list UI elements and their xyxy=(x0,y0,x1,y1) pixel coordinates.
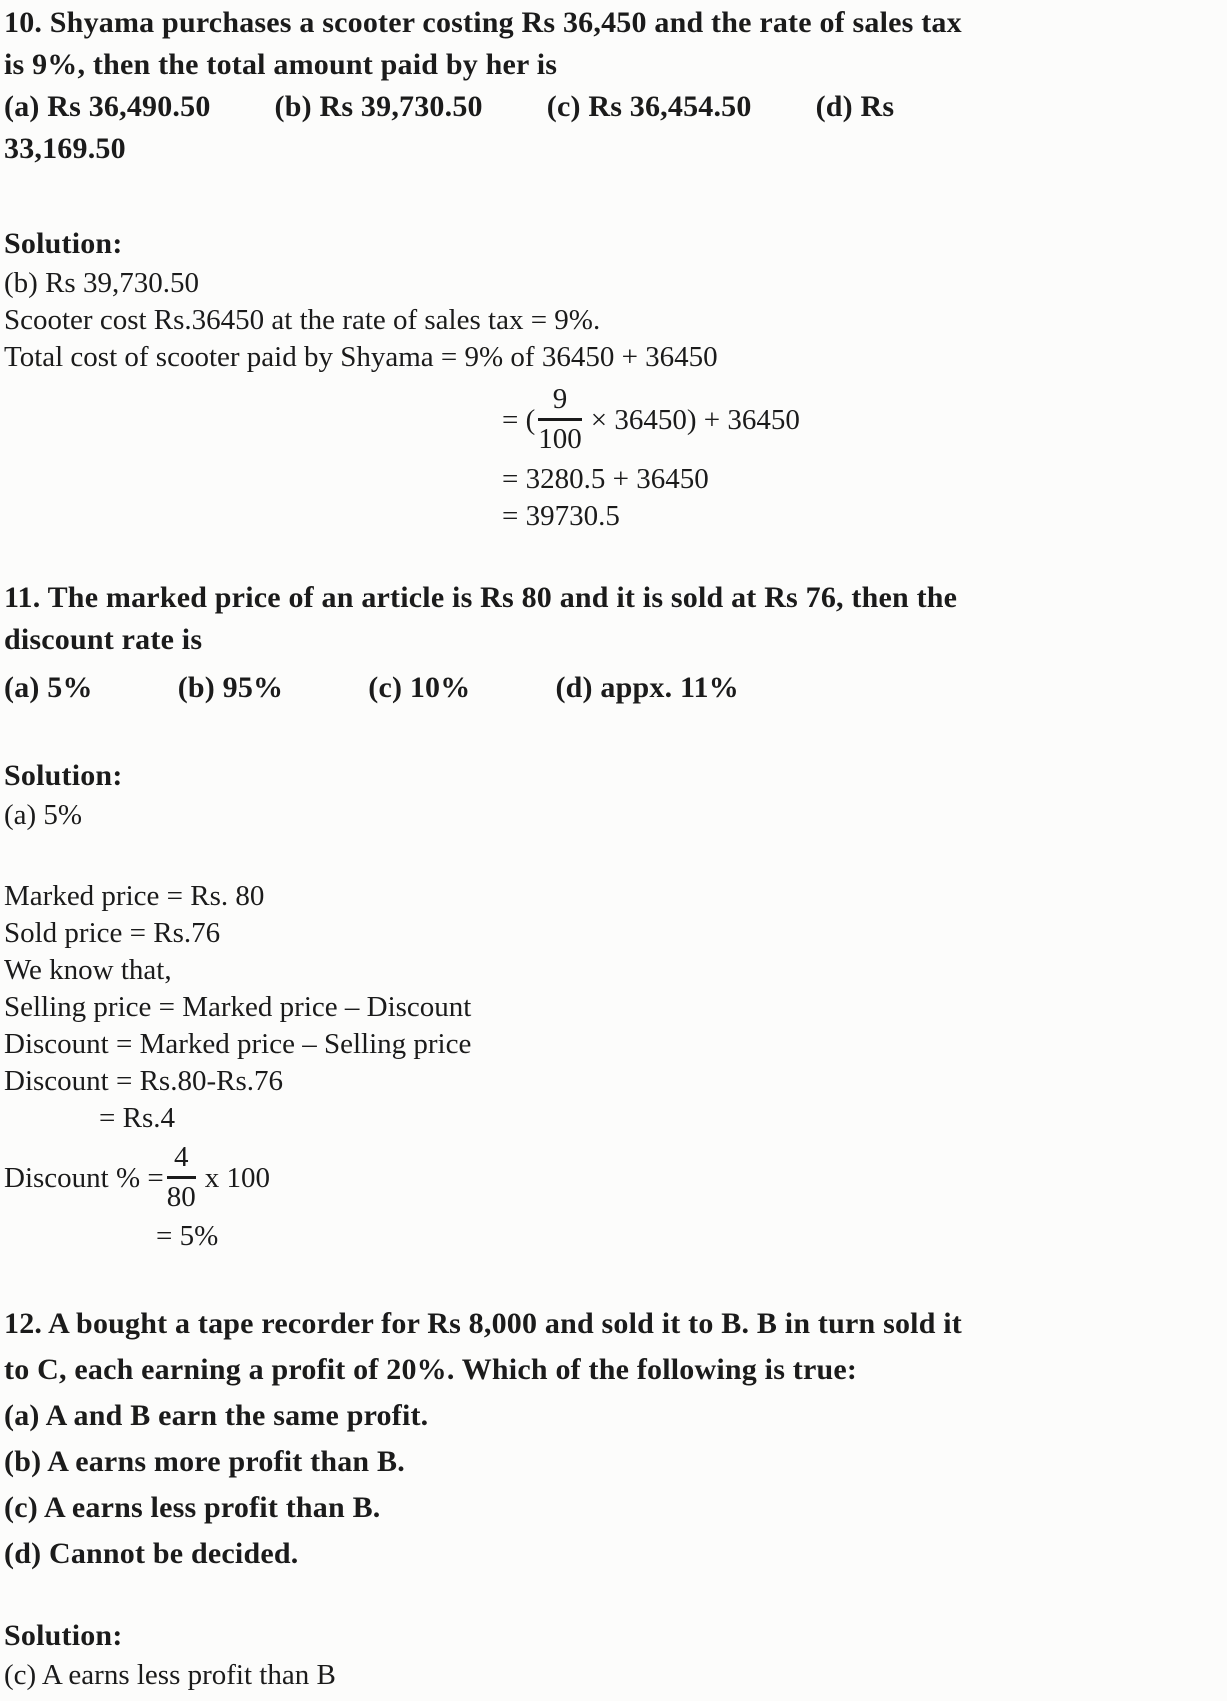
document-page xyxy=(4,2,1221,1694)
work-block-q11 xyxy=(4,878,1221,1100)
question-11-text-line-1: 11. The marked price of an article is Rs 80 and it is sold at Rs 76, then the xyxy=(4,581,958,614)
solution-heading-q10: Solution: xyxy=(4,227,123,260)
work-line-selling-price: Selling price = Marked price – Discount xyxy=(4,991,472,1023)
question-11-option-d: (d) appx. 11% xyxy=(555,671,739,704)
question-11-option-a: (a) 5% xyxy=(4,671,93,704)
answer-line-q10: (b) Rs 39,730.50 xyxy=(4,267,199,299)
question-11-option-b: (b) 95% xyxy=(177,671,284,704)
question-12-option-b: (b) A earns more profit than B. xyxy=(4,1445,405,1478)
answer-line-q12: (c) A earns less profit than B xyxy=(4,1659,336,1691)
equation-result-q10: = 39730.5 xyxy=(502,500,620,532)
work-line-total-cost: Total cost of scooter paid by Shyama = 9% of 36450 + 36450 xyxy=(4,341,718,373)
equation-fraction-line-q11 xyxy=(4,1142,1221,1213)
fraction-4-over-80 xyxy=(167,1142,196,1213)
work-line-discount-def: Discount = Marked price – Selling price xyxy=(4,1028,472,1060)
question-10-option-d-wrap: 33,169.50 xyxy=(4,132,126,165)
equation-lead: Discount % = xyxy=(4,1161,164,1194)
fraction-denominator: 80 xyxy=(166,1181,196,1213)
question-10-option-b: (b) Rs 39,730.50 xyxy=(274,90,483,123)
solution-heading-q12: Solution: xyxy=(4,1619,123,1652)
question-10-option-d: (d) Rs xyxy=(815,90,895,123)
solution-heading-q11: Solution: xyxy=(4,759,123,792)
equation-result-q11: = 5% xyxy=(156,1220,219,1252)
question-11-option-c: (c) 10% xyxy=(368,671,471,704)
equation-lead: = ( xyxy=(502,403,536,436)
question-10-option-c: (c) Rs 36,454.50 xyxy=(546,90,752,123)
answer-line-q11: (a) 5% xyxy=(4,799,83,831)
equation-rs4-q11: = Rs.4 xyxy=(99,1102,175,1134)
question-11-text-line-2: discount rate is xyxy=(4,623,203,656)
question-12-text-line-2: to C, each earning a profit of 20%. Which of the following is true: xyxy=(4,1353,858,1386)
fraction-numerator: 9 xyxy=(538,384,582,421)
question-12-text-line-1: 12. A bought a tape recorder for Rs 8,000 and sold it to B. B in turn sold it xyxy=(4,1307,962,1340)
work-line-sold-price: Sold price = Rs.76 xyxy=(4,917,221,949)
question-12-option-d: (d) Cannot be decided. xyxy=(4,1537,299,1570)
work-line-we-know: We know that, xyxy=(4,954,172,986)
equation-tail: × 36450) + 36450 xyxy=(590,403,800,436)
work-line-marked-price: Marked price = Rs. 80 xyxy=(4,880,265,912)
equation-step-2-q10: = 3280.5 + 36450 xyxy=(502,463,709,495)
question-10-text-line-1: 10. Shyama purchases a scooter costing Rs 36,450 and the rate of sales tax xyxy=(4,6,962,39)
fraction-9-over-100 xyxy=(538,384,582,455)
work-line-scooter-cost: Scooter cost Rs.36450 at the rate of sales tax = 9%. xyxy=(4,304,601,336)
equation-tail: x 100 xyxy=(204,1161,270,1194)
fraction-denominator: 100 xyxy=(538,423,582,455)
question-10-block xyxy=(4,2,1221,535)
work-line-discount-values: Discount = Rs.80-Rs.76 xyxy=(4,1065,283,1097)
question-11-options-row xyxy=(4,667,1221,709)
question-12-block xyxy=(4,1301,1221,1694)
equation-fraction-line-q10 xyxy=(502,384,1221,455)
question-10-option-a: (a) Rs 36,490.50 xyxy=(4,90,211,123)
question-10-text-line-2: is 9%, then the total amount paid by her is xyxy=(4,48,558,81)
question-10-options-row xyxy=(4,86,1221,128)
question-11-block xyxy=(4,577,1221,1255)
question-12-option-c: (c) A earns less profit than B. xyxy=(4,1491,381,1524)
question-12-option-a: (a) A and B earn the same profit. xyxy=(4,1399,429,1432)
fraction-numerator: 4 xyxy=(167,1142,196,1179)
